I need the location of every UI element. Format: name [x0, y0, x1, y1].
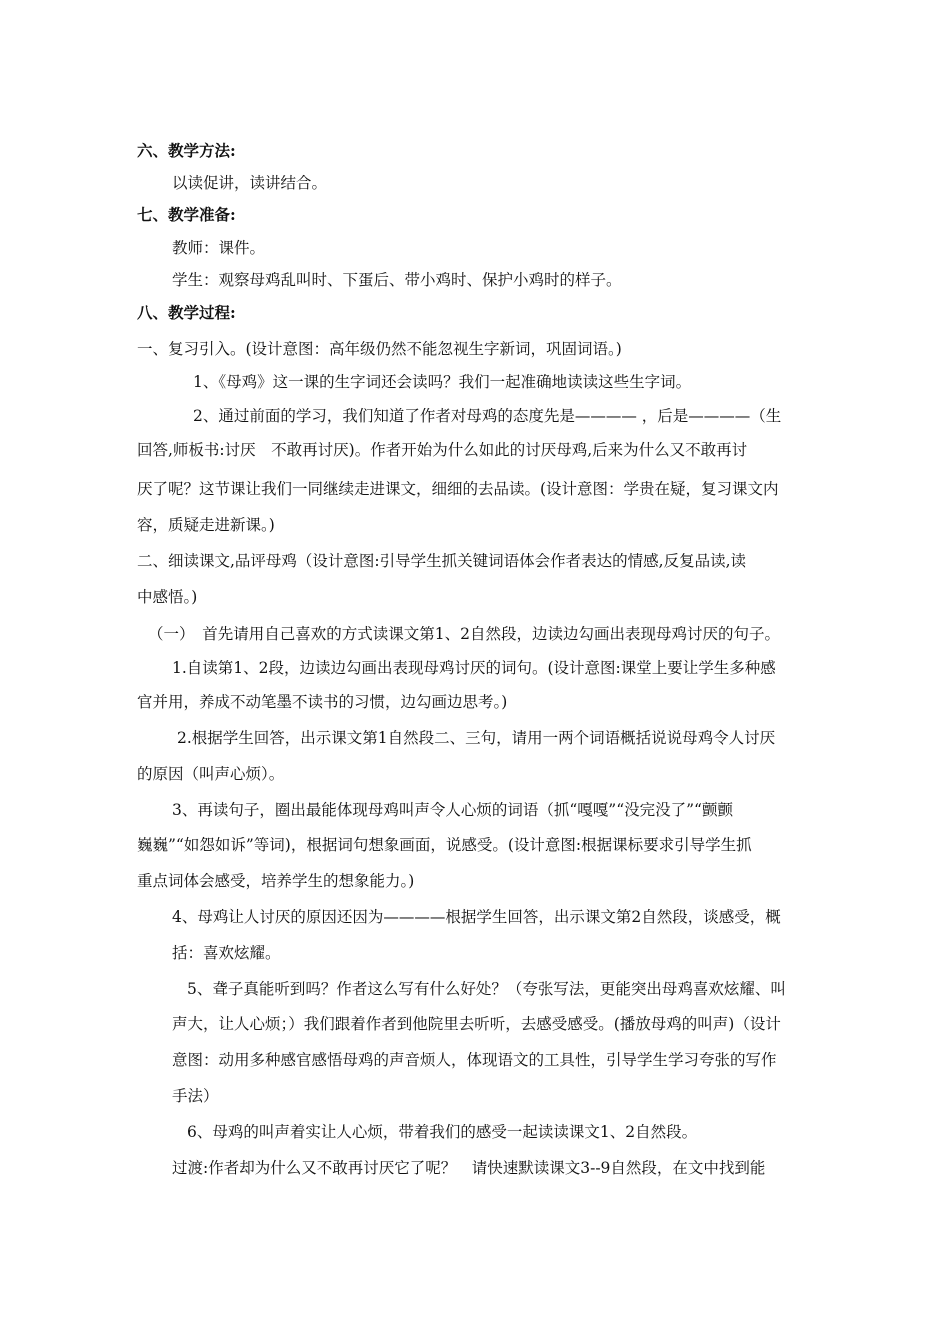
- paragraph-line: 2.根据学生回答，出示课文第1自然段二、三句，请用一两个词语概括说说母鸡令人讨厌: [177, 729, 776, 747]
- paragraph-line: 过渡:作者却为什么又不敢再讨厌它了呢？ 请快速默读课文3--9自然段，在文中找到能: [172, 1159, 766, 1177]
- paragraph-line: 官并用，养成不动笔墨不读书的习惯，边勾画边思考。): [137, 693, 508, 711]
- paragraph-line: 学生：观察母鸡乱叫时、下蛋后、带小鸡时、保护小鸡时的样子。: [172, 271, 622, 289]
- paragraph-line: 2、通过前面的学习，我们知道了作者对母鸡的态度先是———— ，后是————（生: [193, 407, 782, 425]
- paragraph-line: 以读促讲，读讲结合。: [172, 174, 328, 192]
- paragraph-line: 重点词体会感受，培养学生的想象能力。): [137, 872, 415, 890]
- section-heading-teaching-method: 六、教学方法:: [137, 141, 236, 160]
- paragraph-line: 容，质疑走进新课。): [137, 516, 275, 534]
- paragraph-line: 的原因（叫声心烦）。: [137, 765, 285, 783]
- paragraph-line: 3、再读句子，圈出最能体现母鸡叫声令人心烦的词语（抓“嘎嘎”“没完没了”“颤颤: [172, 801, 733, 819]
- paragraph-line: 一、复习引入。(设计意图：高年级仍然不能忽视生字新词，巩固词语。): [137, 340, 622, 358]
- paragraph-line: 二、细读课文,品评母鸡（设计意图:引导学生抓关键词语体会作者表达的情感,反复品读,读: [137, 552, 747, 570]
- paragraph-line: 5、聋子真能听到吗？作者这么写有什么好处？（夸张写法，更能突出母鸡喜欢炫耀、叫: [187, 980, 786, 998]
- paragraph-line: 4、母鸡让人讨厌的原因还因为————根据学生回答，出示课文第2自然段，谈感受，概: [172, 908, 781, 926]
- paragraph-line: 6、母鸡的叫声着实让人心烦，带着我们的感受一起读读课文1、2自然段。: [187, 1123, 698, 1141]
- paragraph-line: 巍巍”“如怨如诉”等词)，根据词句想象画面，说感受。(设计意图:根据课标要求引导学生抓: [137, 836, 752, 854]
- paragraph-line: 教师：课件。: [172, 239, 266, 257]
- paragraph-line: 括：喜欢炫耀。: [172, 944, 281, 962]
- paragraph-line: 回答,师板书:讨厌 不敢再讨厌)。作者开始为什么如此的讨厌母鸡,后来为什么又不敢再讨: [137, 441, 748, 459]
- paragraph-line: 1、《母鸡》这一课的生字词还会读吗？我们一起准确地读读这些生字词。: [193, 373, 692, 391]
- paragraph-line: 中感悟。): [137, 588, 198, 606]
- paragraph-line: 手法）: [172, 1087, 219, 1105]
- paragraph-line: 声大，让人心烦；）我们跟着作者到他院里去听听，去感受感受。(播放母鸡的叫声)（设计: [172, 1015, 781, 1033]
- section-heading-teaching-process: 八、教学过程:: [137, 303, 236, 322]
- paragraph-line: 厌了呢？这节课让我们一同继续走进课文，细细的去品读。(设计意图：学贵在疑，复习课文内: [137, 480, 779, 498]
- paragraph-line: 意图：动用多种感官感悟母鸡的声音烦人，体现语文的工具性，引导学生学习夸张的写作: [172, 1051, 777, 1069]
- paragraph-line: 1.自读第1、2段，边读边勾画出表现母鸡讨厌的词句。(设计意图:课堂上要让学生多种感: [172, 659, 776, 677]
- paragraph-line: （一） 首先请用自己喜欢的方式读课文第1、2自然段，边读边勾画出表现母鸡讨厌的句子。: [148, 625, 780, 643]
- section-heading-teaching-preparation: 七、教学准备:: [137, 205, 236, 224]
